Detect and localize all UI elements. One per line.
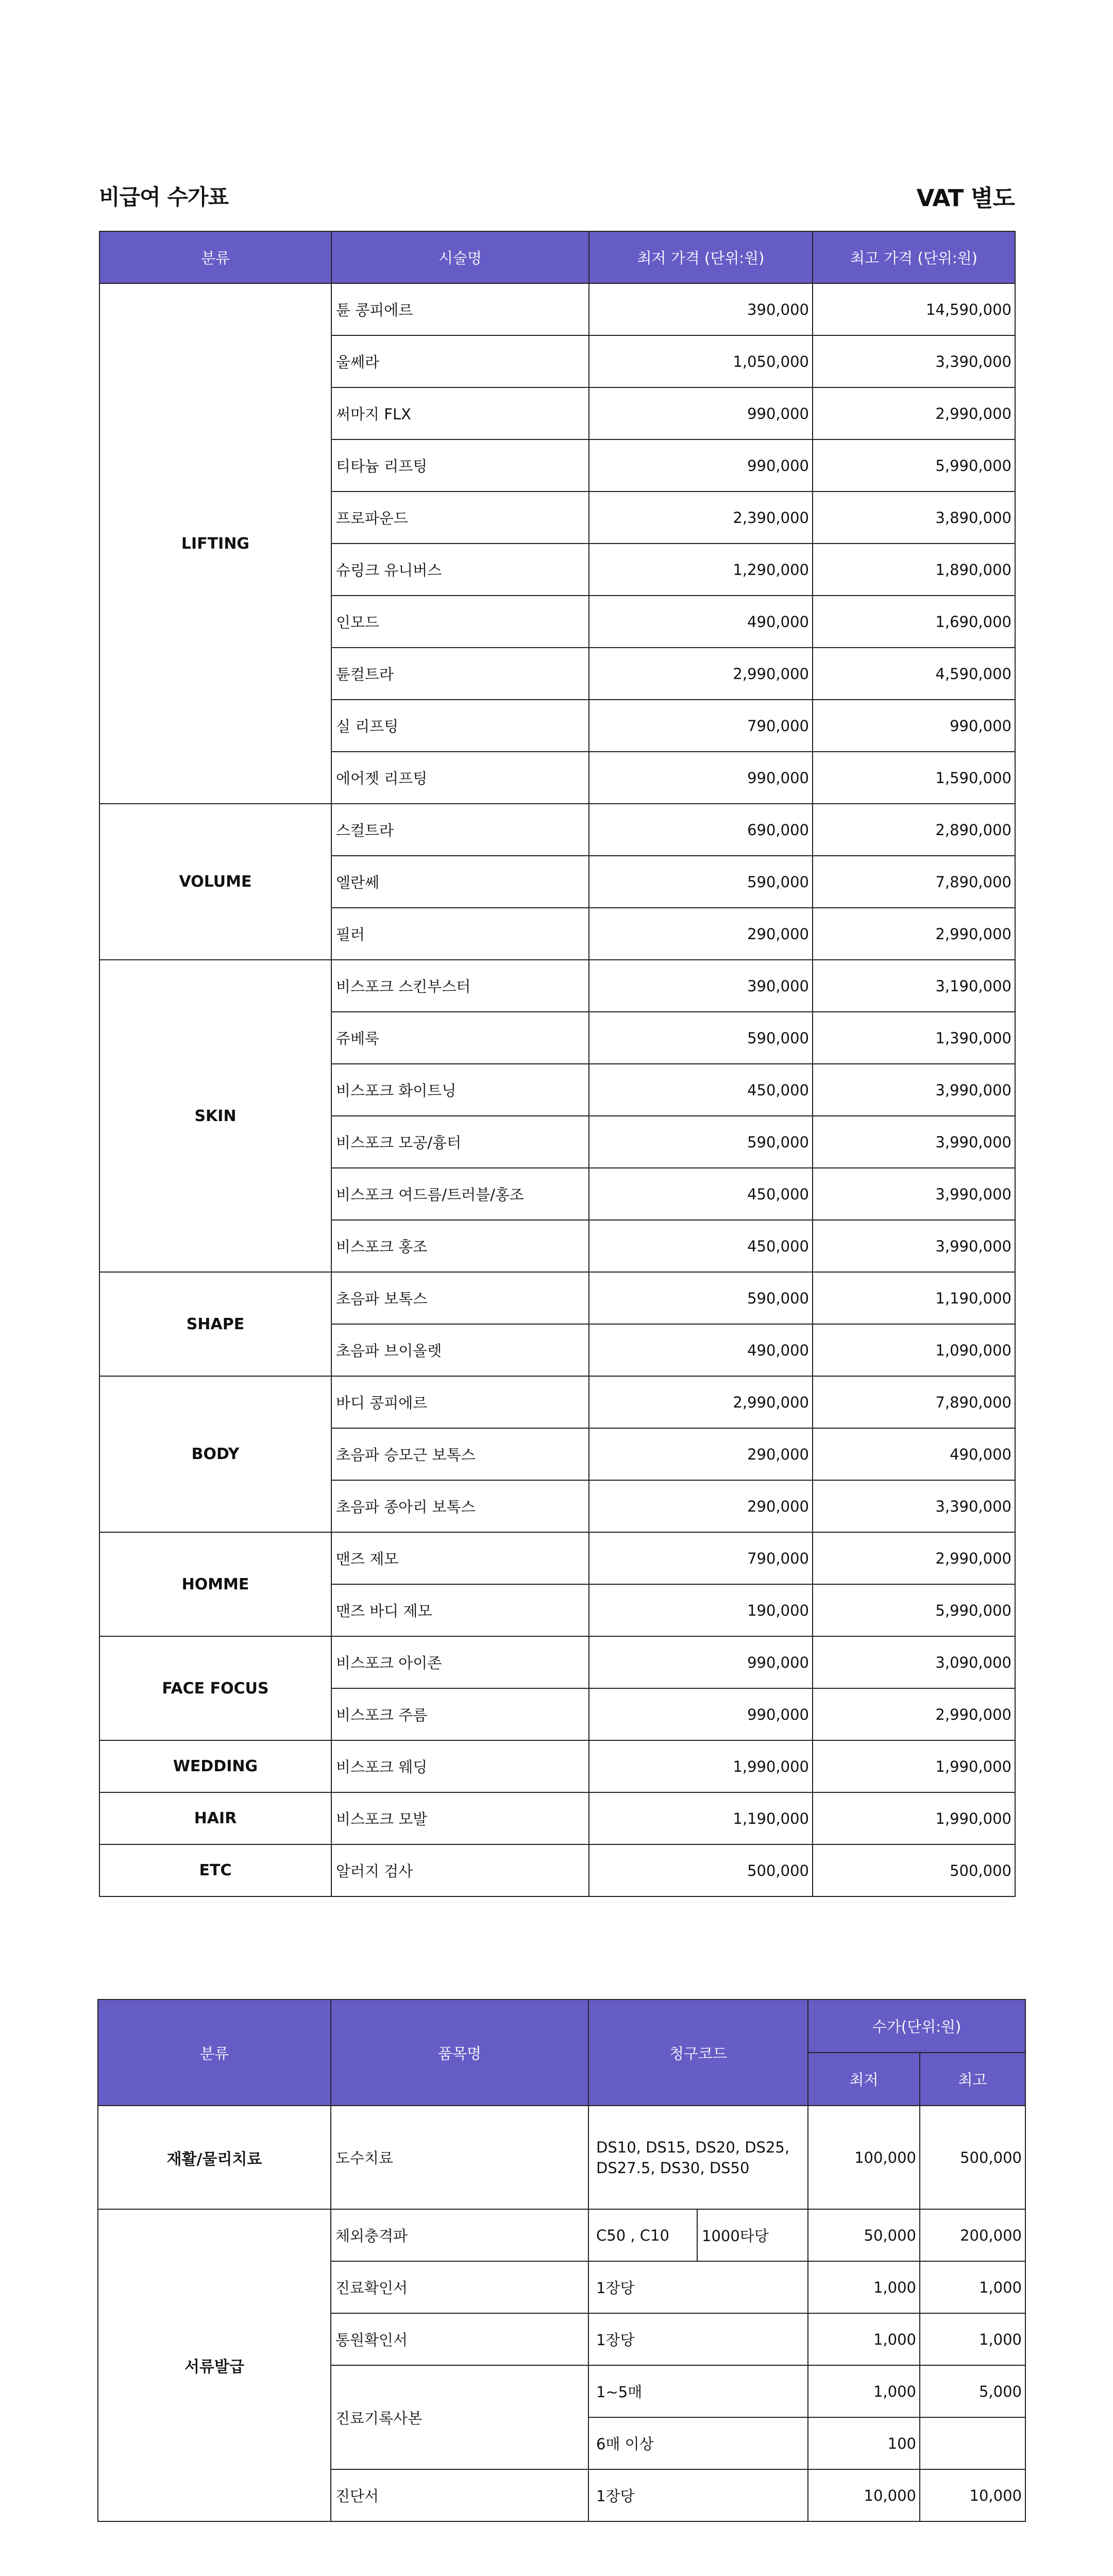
procedure-name-cell: 비스포크 모공/흉터 xyxy=(331,1116,589,1168)
procedure-name-cell: 필러 xyxy=(331,908,589,960)
procedure-name-cell: 쥬베룩 xyxy=(331,1012,589,1064)
max-price-cell: 3,190,000 xyxy=(813,960,1015,1012)
procedure-name-cell: 초음파 브이올렛 xyxy=(331,1324,589,1376)
min-fee-cell: 50,000 xyxy=(808,2209,920,2261)
max-price-cell: 7,890,000 xyxy=(813,856,1015,908)
min-price-cell: 2,390,000 xyxy=(589,492,813,544)
procedure-name-cell: 초음파 보톡스 xyxy=(331,1272,589,1324)
procedure-name-cell: 튠 콩피에르 xyxy=(331,283,589,335)
min-price-cell: 1,990,000 xyxy=(589,1740,813,1792)
fee-header-code: 청구코드 xyxy=(588,1999,808,2106)
procedure-name-cell: 울쎄라 xyxy=(331,335,589,387)
procedure-name-cell: 비스포크 주름 xyxy=(331,1688,589,1740)
procedure-name-cell: 맨즈 바디 제모 xyxy=(331,1584,589,1636)
max-price-cell: 1,990,000 xyxy=(813,1740,1015,1792)
category-cell: 서류발급 xyxy=(98,2209,331,2521)
code-cell: 1장당 xyxy=(588,2261,808,2313)
min-price-cell: 1,290,000 xyxy=(589,544,813,596)
procedure-name-cell: 비스포크 웨딩 xyxy=(331,1740,589,1792)
table-row xyxy=(98,2209,1025,2261)
item-cell: 도수치료 xyxy=(331,2106,588,2209)
min-price-cell: 990,000 xyxy=(589,387,813,439)
max-price-cell: 3,890,000 xyxy=(813,492,1015,544)
min-fee-cell: 10,000 xyxy=(808,2469,920,2521)
max-fee-cell: 200,000 xyxy=(920,2209,1025,2261)
min-price-cell: 990,000 xyxy=(589,439,813,492)
procedure-name-cell: 바디 콩피에르 xyxy=(331,1376,589,1428)
price-table-body xyxy=(99,283,1015,1896)
code-cell: DS10, DS15, DS20, DS25, DS27.5, DS30, DS50 xyxy=(588,2106,808,2209)
min-price-cell: 2,990,000 xyxy=(589,648,813,700)
max-price-cell: 2,990,000 xyxy=(813,1688,1015,1740)
max-price-cell: 1,890,000 xyxy=(813,544,1015,596)
procedure-name-cell: 프로파운드 xyxy=(331,492,589,544)
min-fee-cell: 1,000 xyxy=(808,2261,920,2313)
code-cell: 1장당 xyxy=(588,2313,808,2365)
procedure-name-cell: 초음파 승모근 보톡스 xyxy=(331,1428,589,1480)
procedure-name-cell: 비스포크 모발 xyxy=(331,1792,589,1844)
min-price-cell: 990,000 xyxy=(589,1636,813,1688)
table-row xyxy=(99,1792,1015,1844)
min-price-cell: 590,000 xyxy=(589,1272,813,1324)
max-price-cell: 500,000 xyxy=(813,1844,1015,1896)
min-price-cell: 1,050,000 xyxy=(589,335,813,387)
category-cell: LIFTING xyxy=(99,283,331,804)
code-cell: 1장당 xyxy=(588,2469,808,2521)
min-price-cell: 1,190,000 xyxy=(589,1792,813,1844)
category-cell: SKIN xyxy=(99,960,331,1272)
procedure-name-cell: 에어젯 리프팅 xyxy=(331,752,589,804)
max-fee-cell: 500,000 xyxy=(920,2106,1025,2209)
max-price-cell: 2,990,000 xyxy=(813,1532,1015,1584)
fee-table-header-row-1 xyxy=(98,1999,1025,2053)
unit-cell: 1000타당 xyxy=(697,2209,808,2261)
procedure-name-cell: 슈링크 유니버스 xyxy=(331,544,589,596)
table-row xyxy=(99,960,1015,1012)
min-price-cell: 490,000 xyxy=(589,596,813,648)
max-price-cell: 2,990,000 xyxy=(813,908,1015,960)
procedure-name-cell: 엘란쎄 xyxy=(331,856,589,908)
table-row xyxy=(99,1272,1015,1324)
max-price-cell: 1,190,000 xyxy=(813,1272,1015,1324)
max-price-cell: 14,590,000 xyxy=(813,283,1015,335)
max-price-cell: 490,000 xyxy=(813,1428,1015,1480)
column-header-min-price: 최저 가격 (단위:원) xyxy=(589,231,813,283)
procedure-name-cell: 초음파 종아리 보톡스 xyxy=(331,1480,589,1532)
procedure-name-cell: 스컬트라 xyxy=(331,804,589,856)
procedure-name-cell: 튠컬트라 xyxy=(331,648,589,700)
min-price-cell: 590,000 xyxy=(589,1012,813,1064)
code-cell: 1~5매 xyxy=(588,2365,808,2417)
category-cell: 재활/물리치료 xyxy=(98,2106,331,2209)
min-price-cell: 790,000 xyxy=(589,700,813,752)
max-fee-cell: 5,000 xyxy=(920,2365,1025,2417)
procedure-name-cell: 실 리프팅 xyxy=(331,700,589,752)
min-price-cell: 290,000 xyxy=(589,1480,813,1532)
table-row xyxy=(99,1844,1015,1896)
min-fee-cell: 100,000 xyxy=(808,2106,920,2209)
procedure-name-cell: 인모드 xyxy=(331,596,589,648)
min-price-cell: 290,000 xyxy=(589,1428,813,1480)
procedure-name-cell: 알러지 검사 xyxy=(331,1844,589,1896)
max-price-cell: 3,990,000 xyxy=(813,1064,1015,1116)
max-fee-cell xyxy=(920,2417,1025,2469)
procedure-name-cell: 비스포크 여드름/트러블/홍조 xyxy=(331,1168,589,1220)
item-cell: 진단서 xyxy=(331,2469,588,2521)
min-price-cell: 2,990,000 xyxy=(589,1376,813,1428)
min-price-cell: 790,000 xyxy=(589,1532,813,1584)
max-price-cell: 7,890,000 xyxy=(813,1376,1015,1428)
category-cell: HOMME xyxy=(99,1532,331,1636)
fee-header-price-group: 수가(단위:원) xyxy=(808,1999,1025,2053)
max-price-cell: 3,090,000 xyxy=(813,1636,1015,1688)
max-price-cell: 3,990,000 xyxy=(813,1116,1015,1168)
fee-header-category: 분류 xyxy=(98,1999,331,2106)
fee-header-min: 최저 xyxy=(808,2053,920,2106)
table-row xyxy=(99,804,1015,856)
min-fee-cell: 100 xyxy=(808,2417,920,2469)
item-cell: 통원확인서 xyxy=(331,2313,588,2365)
procedure-name-cell: 비스포크 화이트닝 xyxy=(331,1064,589,1116)
max-fee-cell: 1,000 xyxy=(920,2313,1025,2365)
column-header-procedure: 시술명 xyxy=(331,231,589,283)
category-cell: HAIR xyxy=(99,1792,331,1844)
procedure-name-cell: 비스포크 홍조 xyxy=(331,1220,589,1272)
max-price-cell: 3,390,000 xyxy=(813,335,1015,387)
min-price-cell: 190,000 xyxy=(589,1584,813,1636)
item-cell: 체외충격파 xyxy=(331,2209,588,2261)
category-cell: VOLUME xyxy=(99,804,331,960)
price-table-header-row xyxy=(99,231,1015,283)
category-cell: WEDDING xyxy=(99,1740,331,1792)
fee-header-max: 최고 xyxy=(920,2053,1025,2106)
fee-table-body xyxy=(98,2106,1025,2521)
min-price-cell: 990,000 xyxy=(589,752,813,804)
max-price-cell: 1,090,000 xyxy=(813,1324,1015,1376)
item-cell: 진료확인서 xyxy=(331,2261,588,2313)
procedure-name-cell: 티타늄 리프팅 xyxy=(331,439,589,492)
min-fee-cell: 1,000 xyxy=(808,2313,920,2365)
table-row xyxy=(99,1376,1015,1428)
max-price-cell: 5,990,000 xyxy=(813,439,1015,492)
table-row xyxy=(98,2106,1025,2209)
min-price-cell: 590,000 xyxy=(589,1116,813,1168)
min-price-cell: 590,000 xyxy=(589,856,813,908)
max-price-cell: 3,390,000 xyxy=(813,1480,1015,1532)
max-price-cell: 2,890,000 xyxy=(813,804,1015,856)
max-price-cell: 1,990,000 xyxy=(813,1792,1015,1844)
category-cell: ETC xyxy=(99,1844,331,1896)
min-price-cell: 390,000 xyxy=(589,960,813,1012)
max-price-cell: 990,000 xyxy=(813,700,1015,752)
max-price-cell: 1,590,000 xyxy=(813,752,1015,804)
min-fee-cell: 1,000 xyxy=(808,2365,920,2417)
max-fee-cell: 10,000 xyxy=(920,2469,1025,2521)
max-price-cell: 1,690,000 xyxy=(813,596,1015,648)
max-price-cell: 4,590,000 xyxy=(813,648,1015,700)
page-header xyxy=(99,170,1015,222)
column-header-category: 분류 xyxy=(99,231,331,283)
table-row xyxy=(99,1740,1015,1792)
min-price-cell: 290,000 xyxy=(589,908,813,960)
min-price-cell: 690,000 xyxy=(589,804,813,856)
max-price-cell: 1,390,000 xyxy=(813,1012,1015,1064)
procedure-name-cell: 써마지 FLX xyxy=(331,387,589,439)
table-row xyxy=(99,1532,1015,1584)
category-cell: FACE FOCUS xyxy=(99,1636,331,1740)
max-price-cell: 2,990,000 xyxy=(813,387,1015,439)
procedure-name-cell: 맨즈 제모 xyxy=(331,1532,589,1584)
table-row xyxy=(99,1636,1015,1688)
fee-header-item: 품목명 xyxy=(331,1999,588,2106)
code-cell: 6매 이상 xyxy=(588,2417,808,2469)
item-cell: 진료기록사본 xyxy=(331,2365,588,2469)
code-cell: C50 , C10 xyxy=(588,2209,697,2261)
column-header-max-price: 최고 가격 (단위:원) xyxy=(813,231,1015,283)
max-price-cell: 3,990,000 xyxy=(813,1168,1015,1220)
min-price-cell: 990,000 xyxy=(589,1688,813,1740)
min-price-cell: 490,000 xyxy=(589,1324,813,1376)
fee-table xyxy=(97,1999,1026,2522)
category-cell: BODY xyxy=(99,1376,331,1532)
min-price-cell: 500,000 xyxy=(589,1844,813,1896)
max-fee-cell: 1,000 xyxy=(920,2261,1025,2313)
max-price-cell: 3,990,000 xyxy=(813,1220,1015,1272)
vat-note: VAT 별도 xyxy=(916,184,1015,212)
min-price-cell: 450,000 xyxy=(589,1220,813,1272)
price-table xyxy=(99,231,1016,1897)
min-price-cell: 450,000 xyxy=(589,1168,813,1220)
min-price-cell: 450,000 xyxy=(589,1064,813,1116)
min-price-cell: 390,000 xyxy=(589,283,813,335)
table-row xyxy=(99,283,1015,335)
category-cell: SHAPE xyxy=(99,1272,331,1376)
procedure-name-cell: 비스포크 스킨부스터 xyxy=(331,960,589,1012)
max-price-cell: 5,990,000 xyxy=(813,1584,1015,1636)
procedure-name-cell: 비스포크 아이존 xyxy=(331,1636,589,1688)
page-title: 비급여 수가표 xyxy=(99,184,229,210)
